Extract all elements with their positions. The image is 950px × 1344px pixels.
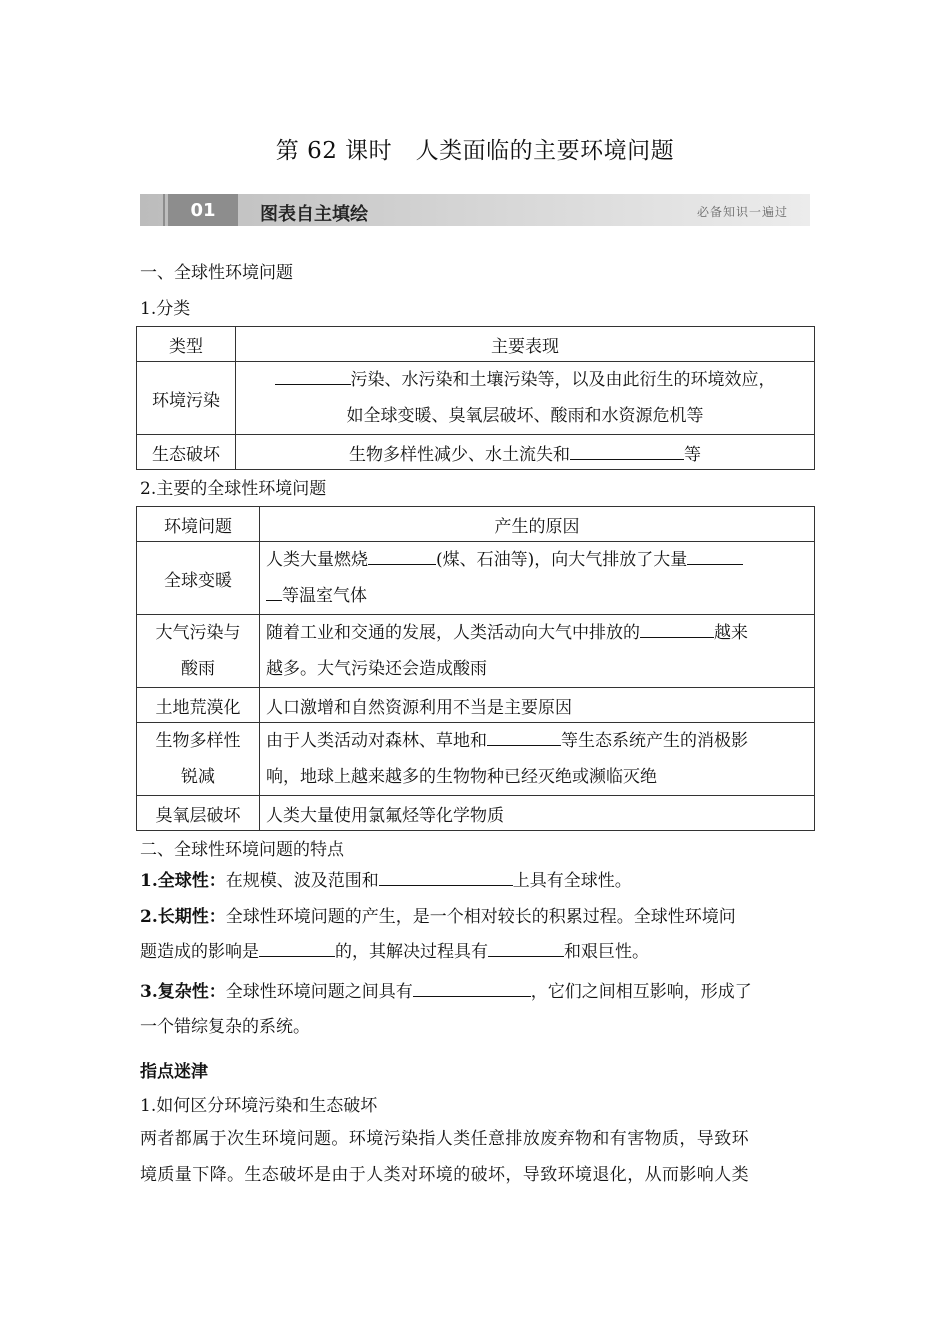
section-banner xyxy=(140,194,810,226)
feature-global xyxy=(140,864,810,899)
feature-text: 一个错综复杂的系统。 xyxy=(140,1017,310,1037)
cell-text: 酸雨 xyxy=(181,659,215,679)
page-title: 第 62 课时 人类面临的主要环境问题 xyxy=(275,138,675,164)
cell-text: (煤、石油等)，向大气排放了大量 xyxy=(436,550,688,570)
feature-label: 3.复杂性： xyxy=(140,982,226,1002)
fill-blank[interactable] xyxy=(368,546,436,565)
feature-text: 全球性环境问题的产生，是一个相对较长的积累过程。全球性环境问 xyxy=(225,907,736,927)
cell-text: 污染、水污染和土壤污染等，以及由此衍生的环境效应， xyxy=(350,370,776,390)
tips-text: 两者都属于次生环境问题。环境污染指人类任意排放废弃物和有害物质，导致环 xyxy=(140,1129,749,1149)
type-cell: 环境污染 xyxy=(137,362,236,435)
header-cell: 主要表现 xyxy=(236,327,815,362)
feature-complex xyxy=(140,975,810,1045)
cell-text: 生物多样性减少、水土流失和 xyxy=(349,444,570,465)
cell-text: 等 xyxy=(684,444,701,465)
section-heading-2: 二、全球性环境问题的特点 xyxy=(140,840,344,860)
description-cell xyxy=(236,362,815,435)
fill-blank[interactable] xyxy=(687,546,743,565)
cell-text: 人类大量燃烧 xyxy=(266,550,368,570)
fill-blank[interactable] xyxy=(570,441,684,460)
table-header-row xyxy=(137,507,815,542)
feature-text: 和艰巨性。 xyxy=(564,942,649,962)
cell-text: 响，地球上越来越多的生物物种已经灭绝或濒临灭绝 xyxy=(266,767,657,787)
table-header-row xyxy=(137,327,815,362)
feature-text: 题造成的影响是 xyxy=(140,942,259,962)
reason-cell xyxy=(260,615,815,688)
cell-text: 锐减 xyxy=(181,767,215,787)
reason-cell: 人口激增和自然资源利用不当是主要原因 xyxy=(260,688,815,723)
tips-question: 1.如何区分环境污染和生态破坏 xyxy=(140,1096,378,1116)
feature-text: 上具有全球性。 xyxy=(512,871,632,891)
description-cell xyxy=(236,435,815,470)
table-row xyxy=(137,796,815,831)
feature-text: 在规模、波及范围和 xyxy=(225,871,379,891)
table-row xyxy=(137,615,815,688)
banner-tag: 必备知识一遍过 xyxy=(696,205,788,219)
header-cell: 产生的原因 xyxy=(260,507,815,542)
table-row xyxy=(137,362,815,435)
classification-table xyxy=(136,326,815,470)
header-cell: 类型 xyxy=(137,327,236,362)
fill-blank[interactable] xyxy=(413,978,531,997)
feature-text: ，它们之间相互影响，形成了 xyxy=(530,982,752,1002)
cell-text: 越多。大气污染还会造成酸雨 xyxy=(266,659,487,679)
tips-paragraph xyxy=(140,1121,810,1193)
reason-cell xyxy=(260,723,815,796)
fill-blank[interactable] xyxy=(640,619,714,638)
table-row xyxy=(137,688,815,723)
reason-cell xyxy=(260,542,815,615)
feature-text: 全球性环境问题之间具有 xyxy=(225,982,413,1002)
feature-label: 1.全球性： xyxy=(140,871,226,891)
cell-text: 等温室气体 xyxy=(282,586,367,606)
table-row xyxy=(137,435,815,470)
issue-cell: 臭氧层破坏 xyxy=(137,796,260,831)
section-heading-1: 一、全球性环境问题 xyxy=(140,263,293,283)
fill-blank[interactable] xyxy=(259,938,335,957)
subheading-classification: 1.分类 xyxy=(140,299,191,319)
feature-text: 的，其解决过程具有 xyxy=(335,942,488,962)
cell-text: 大气污染与 xyxy=(155,623,241,643)
cell-text: 如全球变暖、臭氧层破坏、酸雨和水资源危机等 xyxy=(346,406,704,426)
issue-cell xyxy=(137,615,260,688)
cell-text: 越来 xyxy=(714,623,748,643)
issue-cell: 土地荒漠化 xyxy=(137,688,260,723)
major-issues-table xyxy=(136,506,815,831)
fill-blank[interactable] xyxy=(266,582,282,601)
fill-blank[interactable] xyxy=(488,938,564,957)
banner-number: 01 xyxy=(168,194,238,226)
issue-cell: 全球变暖 xyxy=(137,542,260,615)
feature-label: 2.长期性： xyxy=(140,907,226,927)
issue-cell xyxy=(137,723,260,796)
type-cell: 生态破坏 xyxy=(137,435,236,470)
cell-text: 生物多样性 xyxy=(155,731,241,751)
table-row xyxy=(137,723,815,796)
banner-title: 图表自主填绘 xyxy=(260,204,368,225)
header-cell: 环境问题 xyxy=(137,507,260,542)
feature-long-term xyxy=(140,900,810,970)
cell-text: 等生态系统产生的消极影 xyxy=(561,731,748,751)
tips-heading: 指点迷津 xyxy=(140,1062,208,1082)
cell-text: 随着工业和交通的发展，人类活动向大气中排放的 xyxy=(266,623,640,643)
tips-text: 境质量下降。生态破坏是由于人类对环境的破坏，导致环境退化，从而影响人类 xyxy=(140,1165,749,1185)
cell-text: 由于人类活动对森林、草地和 xyxy=(266,731,487,751)
fill-blank[interactable] xyxy=(275,366,351,385)
fill-blank[interactable] xyxy=(487,727,561,746)
table-row xyxy=(137,542,815,615)
fill-blank[interactable] xyxy=(379,867,513,886)
subheading-major-issues: 2.主要的全球性环境问题 xyxy=(140,479,327,499)
reason-cell: 人类大量使用氯氟烃等化学物质 xyxy=(260,796,815,831)
